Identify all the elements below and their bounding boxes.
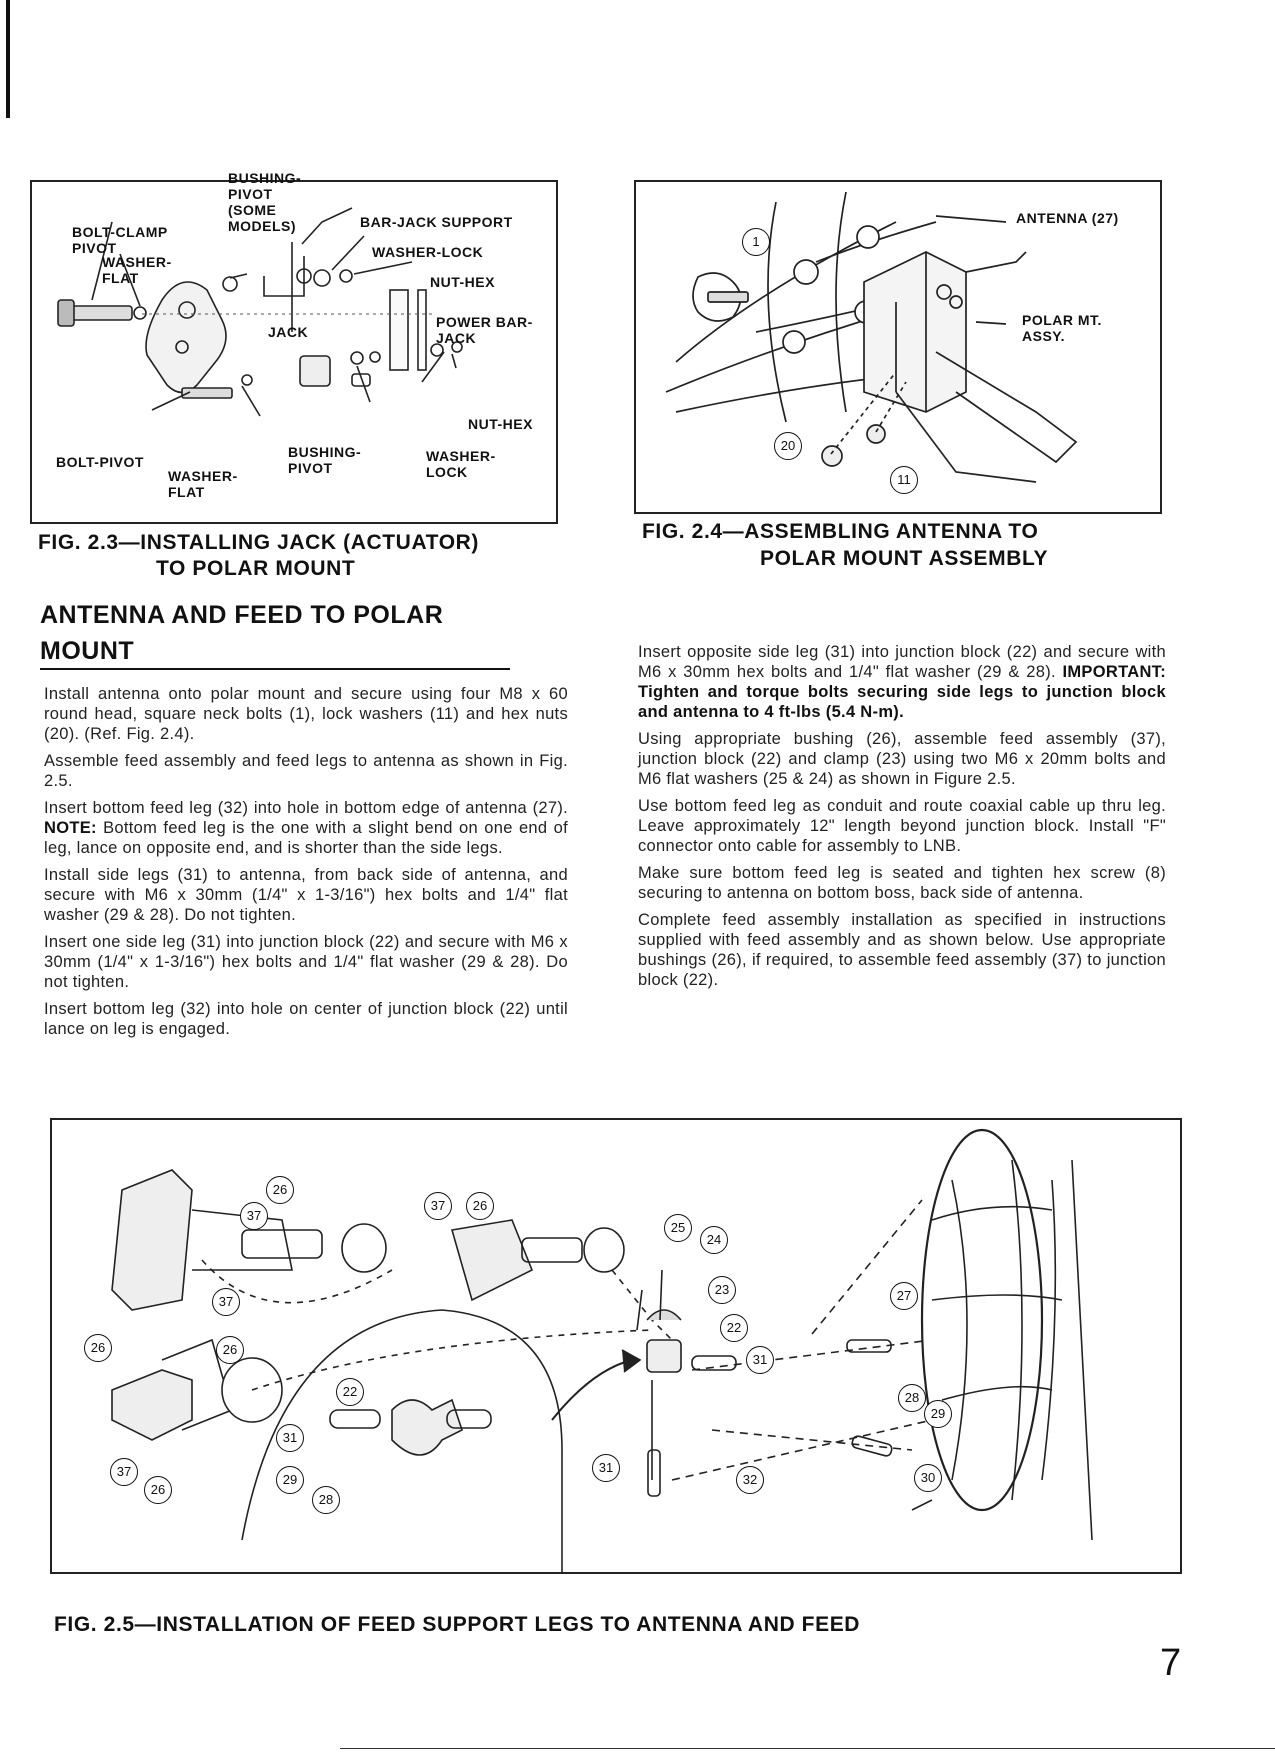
important-note: IMPORTANT: Tighten and torque bolts securing side legs to junction block and antenna to 4 ft-lbs (5.4 N-m). [638,663,1166,721]
note-label: NOTE: [44,819,97,837]
label-washer-flat-top: WASHER- FLAT [102,254,172,286]
callout-26-a: 26 [266,1176,294,1204]
callout-28-b: 28 [898,1384,926,1412]
fig-2-4-illustration [636,182,1160,512]
label-bushing-pivot-bottom: BUSHING- PIVOT [288,444,362,476]
fig-2-3-caption-line2: TO POLAR MOUNT [156,557,356,580]
callout-20: 20 [774,432,802,460]
label-jack: JACK [268,324,309,340]
left-para-2: Assemble feed assembly and feed legs to antenna as shown in Fig. 2.5. [44,752,568,790]
label-bushing-pivot-top: BUSHING- PIVOT (SOME MODELS) [228,170,302,234]
label-bar-jack-support: BAR-JACK SUPPORT [360,214,513,230]
fig-2-3-caption-line1: FIG. 2.3—INSTALLING JACK (ACTUATOR) [38,531,479,554]
left-para-3: Insert bottom feed leg (32) into hole in bottom edge of antenna (27). NOTE: Bottom feed leg is the one with a slight bend on one end of leg, lance on opposite end, and is shorter than the side legs. [44,799,568,857]
callout-37-a: 37 [240,1202,268,1230]
label-nut-hex-bottom: NUT-HEX [468,416,533,432]
section-heading-line2: MOUNT [40,634,510,670]
label-washer-lock-bottom: WASHER- LOCK [426,448,496,480]
right-para-3: Use bottom feed leg as conduit and route coaxial cable up thru leg. Leave approximately 12" length beyond junction block. Install "F" connector onto cable for assembly to LNB. [638,797,1166,855]
page-number: 7 [1160,1642,1182,1684]
callout-29-b: 29 [924,1400,952,1428]
callout-32: 32 [736,1466,764,1494]
callout-31-a: 31 [276,1424,304,1452]
left-para-1: Install antenna onto polar mount and secure using four M8 x 60 round head, square neck bolts (1), lock washers (11) and hex nuts (20). (Ref. Fig. 2.4). [44,685,568,743]
label-polar-mt-assy: POLAR MT. ASSY. [1022,312,1102,344]
callout-26-e: 26 [144,1476,172,1504]
fig-2-5-frame [50,1118,1182,1574]
fig-2-5-caption: FIG. 2.5—INSTALLATION OF FEED SUPPORT LEGS TO ANTENNA AND FEED [54,1613,861,1636]
left-para-5: Insert one side leg (31) into junction block (22) and secure with M6 x 30mm (1/4" x 1-3/16") hex bolts and 1/4" flat washer (29 & 28). Do not tighten. [44,933,568,991]
right-para-2: Using appropriate bushing (26), assemble feed assembly (37), junction block (22) and clamp (23) using two M6 x 20mm bolts and M6 flat washers (25 & 24) as shown in Figure 2.5. [638,730,1166,788]
scan-edge-mark [6,0,10,118]
right-para-5: Complete feed assembly installation as specified in instructions supplied with feed assembly and as shown below. Use appropriate bushings (26), if required, to assemble feed assembly (37) to junction block (22). [638,911,1166,989]
callout-26-d: 26 [216,1336,244,1364]
label-bolt-clamp-pivot: BOLT-CLAMP PIVOT [72,224,168,256]
callout-31-b: 31 [746,1346,774,1374]
callout-26-b: 26 [84,1334,112,1362]
fig-2-4-frame [634,180,1162,514]
label-nut-hex-top: NUT-HEX [430,274,495,290]
callout-22-a: 22 [336,1378,364,1406]
callout-37-c: 37 [424,1192,452,1220]
callout-37-d: 37 [110,1458,138,1486]
fig-2-4-caption-line1: FIG. 2.4—ASSEMBLING ANTENNA TO [642,520,1039,543]
callout-23: 23 [708,1276,736,1304]
callout-1: 1 [742,228,770,256]
label-washer-lock-top: WASHER-LOCK [372,244,484,260]
callout-11: 11 [890,466,918,494]
left-column [44,684,568,1046]
callout-31-c: 31 [592,1454,620,1482]
fig-2-3-frame [30,170,558,524]
callout-25: 25 [664,1214,692,1242]
left-para-4: Install side legs (31) to antenna, from back side of antenna, and secure with M6 x 30mm (1/4" x 1-3/16") hex bolts and 1/4" flat washer (29 & 28). Do not tighten. [44,866,568,924]
callout-27: 27 [890,1282,918,1310]
callout-28-a: 28 [312,1486,340,1514]
fig-2-4-caption-line2: POLAR MOUNT ASSEMBLY [760,547,1049,570]
right-column [638,642,1166,997]
right-para-1: Insert opposite side leg (31) into junction block (22) and secure with M6 x 30mm hex bolts and 1/4" flat washer (29 & 28). IMPORTANT: Tighten and torque bolts securing side legs to junction block and antenna to 4 ft-lbs (5.4 N-m). [638,643,1166,721]
callout-26-c: 26 [466,1192,494,1220]
callout-30: 30 [914,1464,942,1492]
right-para-4: Make sure bottom feed leg is seated and tighten hex screw (8) securing to antenna on bottom boss, back side of antenna. [638,864,1166,902]
bottom-scan-line [340,1748,1275,1749]
left-para-6: Insert bottom leg (32) into hole on center of junction block (22) until lance on leg is engaged. [44,1000,568,1038]
callout-24: 24 [700,1226,728,1254]
callout-29-a: 29 [276,1466,304,1494]
label-bolt-pivot: BOLT-PIVOT [56,454,144,470]
section-heading-line1: ANTENNA AND FEED TO POLAR [40,601,444,629]
callout-22-b: 22 [720,1314,748,1342]
label-power-bar-jack: POWER BAR- JACK [436,314,533,346]
label-antenna-27: ANTENNA (27) [1016,210,1119,226]
callout-37-b: 37 [212,1288,240,1316]
label-washer-flat-bottom: WASHER- FLAT [168,468,238,500]
